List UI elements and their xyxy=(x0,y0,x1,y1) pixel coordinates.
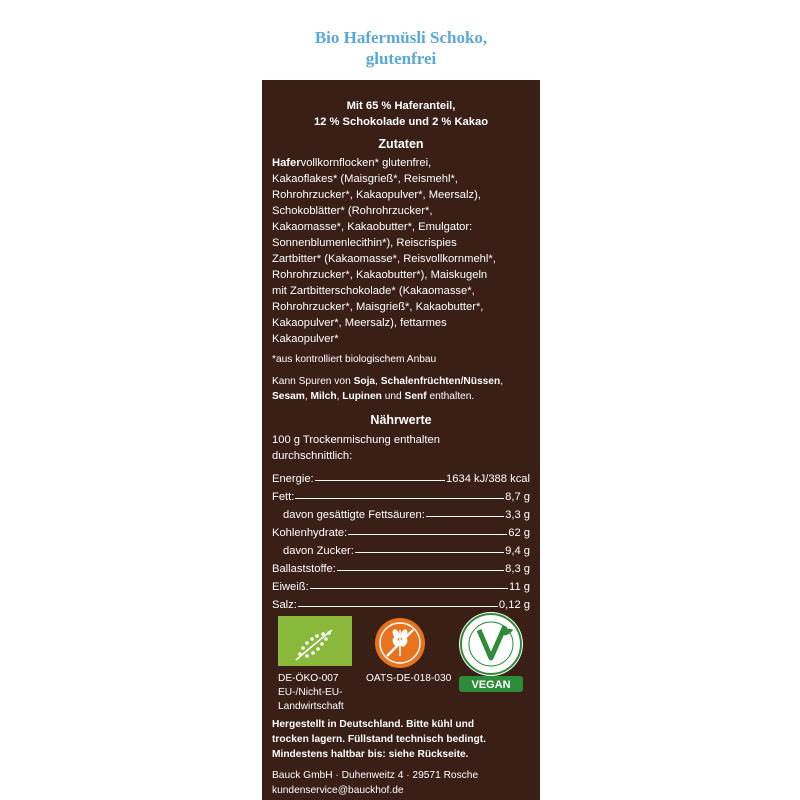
allergen-text: , xyxy=(375,376,381,387)
allergen-milch: Milch xyxy=(310,391,337,402)
gluten-free-icon xyxy=(373,616,427,670)
ingredient-line: Schokoblätter* (Rohrohrzucker*, xyxy=(272,205,433,217)
nutrition-row-energie xyxy=(272,468,530,485)
intro-line2: 12 % Schokolade und 2 % Kakao xyxy=(313,116,489,128)
nutrition-value: 3,3 g xyxy=(505,509,530,521)
allergen-notice-line1 xyxy=(272,374,534,390)
leader-line xyxy=(355,552,504,553)
nutrition-row-zucker xyxy=(272,540,530,557)
allergen-text: enthalten. xyxy=(426,391,475,402)
allergen-sesam: Sesam xyxy=(272,391,305,402)
storage-line3: Mindestens haltbar bis: siehe Rückseite. xyxy=(272,749,469,760)
ingredient-line: Kakaopulver* xyxy=(272,333,339,345)
nutrition-row-salz xyxy=(272,594,530,611)
nutrition-value: 8,3 g xyxy=(505,563,530,575)
ingredient-line1-rest: vollkornflocken* glutenfrei, xyxy=(300,157,432,169)
nutrition-label: Ballaststoffe: xyxy=(272,563,336,575)
ingredient-line: Sonnenblumenlecithin*), Reiscrispies xyxy=(272,237,457,249)
leader-line xyxy=(348,534,507,535)
nutrition-row-ballaststoffe xyxy=(272,558,530,575)
ingredient-line: Kakaomasse*, Kakaobutter*, Emulgator: xyxy=(272,221,473,233)
customer-service-email: kundenservice@bauckhof.de xyxy=(272,785,404,796)
vegan-label-text: VEGAN xyxy=(471,679,511,691)
nutrition-row-fett xyxy=(272,486,530,503)
leader-line xyxy=(337,570,504,571)
nutrition-intro-line2: durchschnittlich: xyxy=(272,450,353,462)
nutrition-label: Fett: xyxy=(272,491,295,503)
eu-organic-code-line1: DE-ÖKO-007 xyxy=(278,673,339,684)
nutrition-value: 8,7 g xyxy=(505,491,530,503)
ingredient-line: Kakaopulver*, Meersalz), fettarmes xyxy=(272,317,447,329)
intro-line1: Mit 65 % Haferanteil, xyxy=(346,100,456,112)
nutrition-row-kohlenhydrate xyxy=(272,522,530,539)
ingredient-line: Kakaoflakes* (Maisgrieß*, Reismehl*, xyxy=(272,173,458,185)
nutrition-value: 1634 kJ/388 kcal xyxy=(446,473,530,485)
organic-footnote: *aus kontrolliert biologischem Anbau xyxy=(272,354,437,365)
nutrition-label: Energie: xyxy=(272,473,314,485)
allergen-text: , xyxy=(500,376,504,387)
storage-line2: trocken lagern. Füllstand technisch bedingt. xyxy=(272,734,486,745)
nutrition-label: davon Zucker: xyxy=(283,545,354,557)
nutrition-value: 0,12 g xyxy=(498,599,530,611)
nutrition-value: 9,4 g xyxy=(505,545,530,557)
product-title-line2: glutenfrei xyxy=(365,49,437,68)
leader-line xyxy=(295,498,504,499)
leader-line xyxy=(310,588,508,589)
allergen-senf: Senf xyxy=(404,391,427,402)
manufacturer-address: Bauck GmbH · Duhenweitz 4 · 29571 Rosche xyxy=(272,770,479,781)
product-title-line1: Bio Hafermüsli Schoko, xyxy=(314,28,488,47)
nutrition-label: Eiweiß: xyxy=(272,581,309,593)
label-header xyxy=(262,0,540,80)
ingredient-line xyxy=(272,155,534,171)
allergen-text: , xyxy=(336,391,343,402)
allergen-notice-line2 xyxy=(272,389,534,405)
nutrition-value: 11 g xyxy=(509,581,530,593)
nutrition-label: davon gesättigte Fettsäuren: xyxy=(283,509,425,521)
ingredient-line: Zartbitter* (Kakaomasse*, Reisvollkornmehl*, xyxy=(272,253,496,265)
ingredient-line: Rohrohrzucker*, Kakaobutter*), Maiskugeln xyxy=(272,269,488,281)
eu-organic-leaf-icon xyxy=(278,616,352,666)
nutrition-row-eiweiss xyxy=(272,576,530,593)
allergen-text: und xyxy=(381,391,405,402)
nutrition-label: Kohlenhydrate: xyxy=(272,527,348,539)
naehrwerte-heading: Nährwerte xyxy=(370,413,432,427)
leader-line xyxy=(315,480,445,481)
allergen-soja: Soja xyxy=(353,376,376,387)
eu-organic-code-line3: Landwirtschaft xyxy=(278,701,344,712)
eu-organic-code-line2: EU-/Nicht-EU- xyxy=(278,687,343,698)
ingredient-line: Rohrohrzucker*, Maisgrieß*, Kakaobutter*, xyxy=(272,301,484,313)
ingredient-line: mit Zartbitterschokolade* (Kakaomasse*, xyxy=(272,285,475,297)
nutrition-value: 62 g xyxy=(508,527,530,539)
scallop-edge xyxy=(262,72,540,88)
leader-line xyxy=(426,516,504,517)
zutaten-heading: Zutaten xyxy=(378,137,424,151)
leader-line xyxy=(298,606,498,607)
allergen-text: Kann Spuren von xyxy=(272,376,354,387)
allergen-text: , xyxy=(304,391,311,402)
storage-line1: Hergestellt in Deutschland. Bitte kühl und xyxy=(272,719,475,730)
nutrition-row-gesaettigte-fettsaeuren xyxy=(272,504,530,521)
gluten-free-code: OATS-DE-018-030 xyxy=(366,673,452,684)
nutrition-intro-line1: 100 g Trockenmischung enthalten xyxy=(272,434,440,446)
allergen-schalenfruechte: Schalenfrüchten/Nüssen xyxy=(380,376,501,387)
nutrition-label: Salz: xyxy=(272,599,297,611)
ingredient-line: Rohrohrzucker*, Kakaopulver*, Meersalz), xyxy=(272,189,481,201)
allergen-lupinen: Lupinen xyxy=(342,391,382,402)
vegan-v-label-icon xyxy=(453,610,529,694)
ingredient-allergen-hafer: Hafer xyxy=(272,157,301,169)
